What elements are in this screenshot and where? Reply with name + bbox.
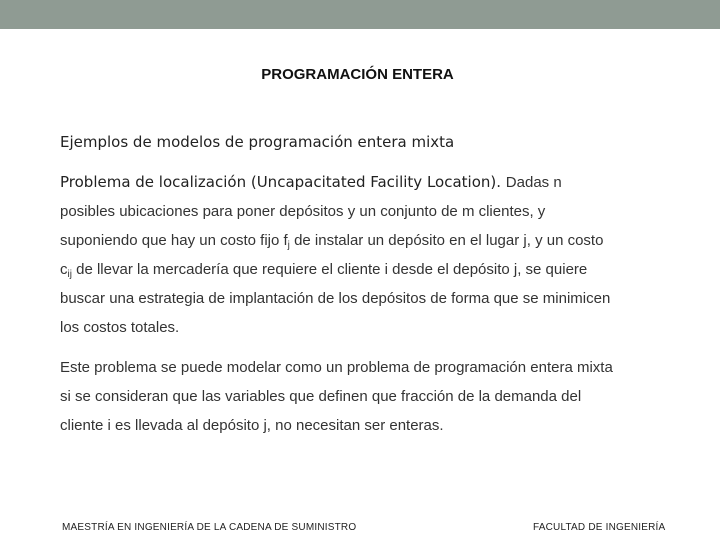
paragraph-line: los costos totales. — [60, 319, 180, 336]
text-span: de instalar un depósito en el lugar j, y un costo — [289, 232, 604, 249]
text-span: suponiendo que hay un costo fijo f — [60, 232, 288, 249]
paragraph-line: Este problema se puede modelar como un problema de programación entera mixta — [60, 359, 613, 376]
subscript: j — [287, 240, 290, 251]
paragraph-line — [60, 255, 690, 284]
paragraph-line: si se consideran que las variables que definen que fracción de la demanda del — [60, 388, 582, 405]
footer-left: MAESTRÍA EN INGENIERÍA DE LA CADENA DE SUMINISTRO — [62, 522, 357, 533]
paragraph-line: cliente i es llevada al depósito j, no necesitan ser enteras. — [60, 417, 444, 434]
paragraph-line — [60, 168, 690, 197]
paragraph-facility-location — [60, 168, 690, 342]
paragraph-line — [60, 226, 690, 255]
paragraph-modeling — [60, 353, 690, 440]
paragraph-line: buscar una estrategia de implantación de los depósitos de forma que se minimicen — [60, 290, 611, 307]
footer-right: FACULTAD DE INGENIERÍA — [533, 522, 666, 533]
text-span: Dadas n — [505, 174, 562, 191]
section-subtitle: Ejemplos de modelos de programación entera mixta — [60, 133, 455, 151]
text-span: c — [60, 261, 68, 278]
problem-name: Problema de localización (Uncapacitated Facility Location). — [60, 173, 502, 191]
slide-title: PROGRAMACIÓN ENTERA — [261, 66, 454, 83]
top-bar — [0, 0, 720, 29]
subscript: ij — [67, 269, 72, 280]
text-span: de llevar la mercadería que requiere el cliente i desde el depósito j, se quiere — [71, 261, 588, 278]
paragraph-line: posibles ubicaciones para poner depósitos y un conjunto de m clientes, y — [60, 203, 546, 220]
